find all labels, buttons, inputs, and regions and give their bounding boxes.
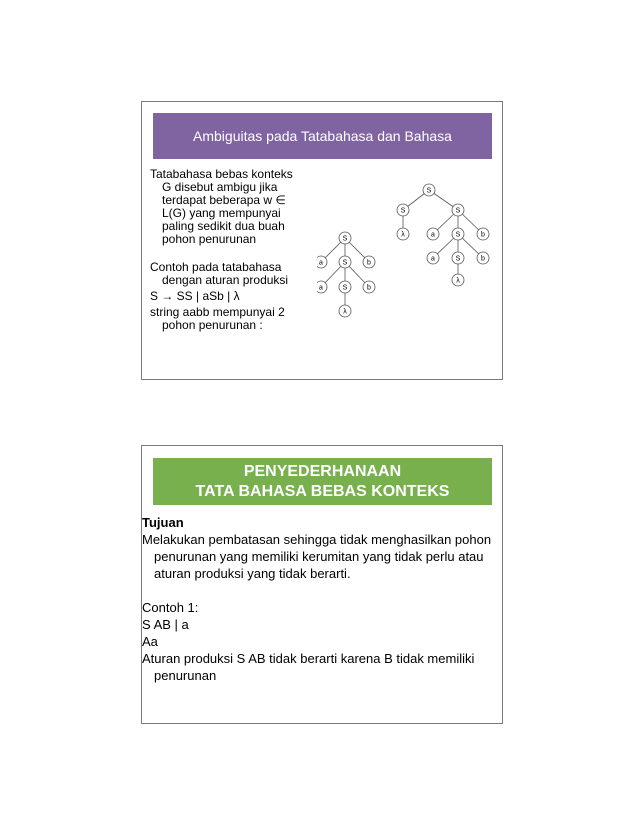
tree1-b2-label: b (367, 284, 371, 292)
production-rule: S → SS | aSb | λ (150, 289, 240, 303)
tree2-right-s-node (452, 204, 464, 216)
derivation-tree-1 (321, 235, 369, 311)
tree1-s2-label: S (342, 284, 348, 292)
rule-1: S AB | a (142, 617, 189, 632)
slide-title-ambiguitas: Ambiguitas pada Tatabahasa dan Bahasa (153, 113, 492, 159)
tree2-a1-node (427, 228, 439, 240)
tree2-a1-label: a (431, 231, 435, 239)
tree2-b1-node (477, 228, 489, 240)
tree1-root-label: S (342, 235, 348, 243)
tujuan-paragraph: Melakukan pembatasan sehingga tidak menghasilkan pohon penurunan yang memiliki kerumitan yang tidak perlu atau aturan produksi yang tidak berarti. (142, 532, 492, 581)
definition-paragraph: Tatabahasa bebas konteks G disebut ambigu jika terdapat beberapa w ∈ L(G) yang mempunyai paling sedikit dua buah pohon penurunan (150, 167, 293, 246)
tree1-s1-node (339, 256, 351, 268)
tree2-left-s-label: S (400, 207, 406, 215)
tree2-root-node (423, 184, 435, 196)
tree1-s2-node (339, 281, 351, 293)
tree1-a2-label: a (319, 284, 323, 292)
tree1-a2-node (317, 281, 327, 293)
rule-2: Aa (142, 634, 158, 649)
slide-body-ambiguitas (150, 168, 302, 332)
tujuan-heading: Tujuan (142, 515, 184, 530)
tree2-s1-node (452, 228, 464, 240)
tree2-s1-label: S (455, 231, 461, 239)
slide-body-penyederhanaan (142, 514, 492, 684)
title-line-1: PENYEDERHANAAN (243, 462, 402, 480)
tree2-b2-node (477, 252, 489, 264)
tree1-b1-node (363, 256, 375, 268)
tree1-lambda-node (339, 305, 351, 317)
slide-ambiguitas (141, 101, 503, 380)
string-statement: string aabb mempunyai 2 pohon penurunan : (150, 305, 285, 332)
tree2-left-s-node (397, 204, 409, 216)
tree2-b2-label: b (481, 255, 485, 263)
tree1-lambda-label: λ (343, 308, 347, 316)
tree1-a1-label: a (319, 259, 323, 267)
title-line-2: TATA BAHASA BEBAS KONTEKS (195, 482, 450, 500)
tree1-b1-label: b (367, 259, 371, 267)
tree2-s2-node (452, 252, 464, 264)
derivation-trees (317, 178, 492, 318)
tree1-s1-label: S (342, 259, 348, 267)
example-title: Contoh 1: (142, 600, 199, 615)
example-intro: Contoh pada tatabahasa dengan aturan produksi (150, 260, 289, 287)
derivation-tree-2 (400, 187, 483, 280)
tree2-lambda-label: λ (456, 277, 460, 285)
tree2-a2-node (427, 252, 439, 264)
tree2-a2-label: a (431, 255, 435, 263)
tree2-lambda-left-label: λ (401, 231, 405, 239)
tree2-root-label: S (426, 187, 432, 195)
tree1-root-node (339, 232, 351, 244)
tree2-b1-label: b (481, 231, 485, 239)
tree2-s2-label: S (455, 255, 461, 263)
tree2-lambda-left-node (397, 228, 409, 240)
tree1-b2-node (363, 281, 375, 293)
tree2-lambda-node (452, 274, 464, 286)
slide-title-penyederhanaan (153, 458, 492, 505)
rule-note: Aturan produksi S AB tidak berarti karena B tidak memiliki penurunan (142, 651, 475, 683)
slide-penyederhanaan (141, 445, 503, 724)
tree1-a1-node (317, 256, 327, 268)
tree2-right-s-label: S (455, 207, 461, 215)
